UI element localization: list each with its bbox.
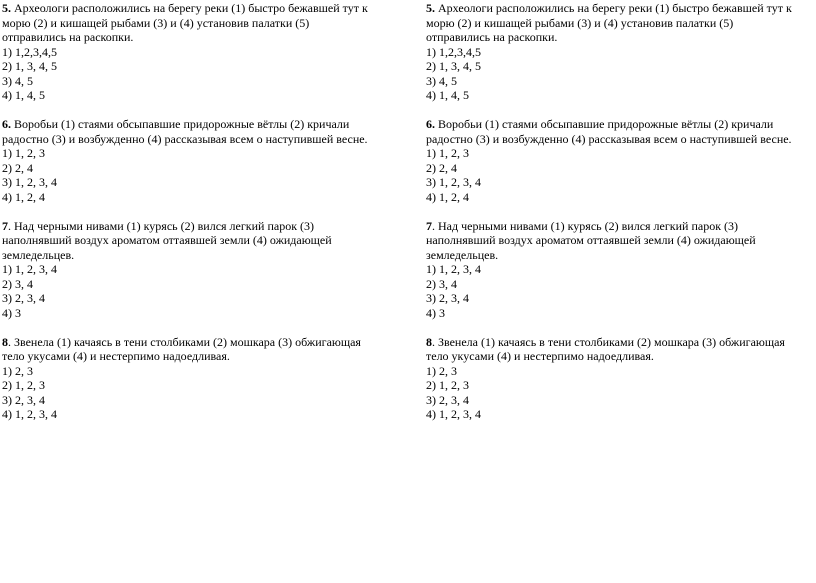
- answer-option: 2) 1, 2, 3: [2, 378, 45, 392]
- answer-option: 1) 1,2,3,4,5: [2, 44, 57, 59]
- question-text-line: 7. Над черными нивами (1) курясь (2) вился легкий парок (3): [2, 218, 315, 233]
- answer-option: 1) 1, 2, 3, 4: [2, 262, 57, 276]
- answer-option: 1) 1, 2, 3, 4: [426, 262, 481, 276]
- question-number: 7: [2, 218, 8, 233]
- question-text-line: наполнявший воздух ароматом оттаявшей земли (4) ожидающей: [426, 233, 756, 247]
- question-text-line: отправились на раскопки.: [2, 30, 134, 44]
- question-number: 8: [426, 334, 432, 349]
- answer-option: 4) 1, 2, 4: [2, 189, 45, 204]
- answer-option: 3) 2, 3, 4: [2, 392, 45, 407]
- question-5: [426, 1, 816, 117]
- spacer: [2, 320, 402, 335]
- spacer: [2, 204, 402, 219]
- answer-option: 2) 1, 3, 4, 5: [426, 59, 481, 73]
- question-text-line: 6. Воробьи (1) стаями обсыпавшие придорожные вётлы (2) кричали: [426, 117, 774, 131]
- answer-option: 2) 3, 4: [426, 276, 457, 291]
- question-8: [426, 335, 816, 422]
- question-text-line: 7. Над черными нивами (1) курясь (2) вился легкий парок (3): [426, 218, 739, 233]
- answer-option: 1) 2, 3: [426, 363, 457, 378]
- answer-option: 1) 2, 3: [2, 363, 33, 378]
- question-text-line: морю (2) и кишащей рыбами (3) и (4) установив палатки (5): [2, 15, 310, 30]
- question-number: 8: [2, 334, 8, 349]
- answer-option: 3) 4, 5: [2, 73, 33, 88]
- answer-option: 2) 1, 2, 3: [426, 378, 469, 392]
- answer-option: 4) 1, 2, 4: [426, 189, 469, 204]
- answer-option: 4) 1, 4, 5: [426, 88, 469, 102]
- answer-option: 3) 1, 2, 3, 4: [2, 175, 57, 189]
- answer-option: 3) 1, 2, 3, 4: [426, 175, 481, 189]
- answer-option: 3) 2, 3, 4: [2, 291, 45, 305]
- answer-option: 4) 1, 2, 3, 4: [426, 407, 481, 421]
- answer-option: 3) 4, 5: [426, 73, 457, 88]
- question-number: 7: [426, 218, 432, 233]
- spacer: [426, 204, 816, 219]
- question-text-line: радостно (3) и возбужденно (4) рассказывая всем о наступившей весне.: [426, 131, 792, 146]
- question-text-line: отправились на раскопки.: [426, 30, 558, 44]
- question-7: [426, 219, 816, 335]
- answer-option: 3) 2, 3, 4: [426, 392, 469, 407]
- answer-option: 4) 3: [426, 305, 445, 320]
- answer-option: 2) 1, 3, 4, 5: [2, 59, 57, 73]
- question-8: [2, 335, 402, 422]
- question-text-line: радостно (3) и возбужденно (4) рассказывая всем о наступившей весне.: [2, 131, 368, 146]
- spacer: [2, 103, 402, 118]
- question-6: [2, 117, 402, 219]
- spacer: [426, 320, 816, 335]
- answer-option: 1) 1, 2, 3: [426, 146, 469, 160]
- question-text-line: земледельцев.: [426, 247, 499, 262]
- question-text-line: 5. Археологи расположились на берегу реки (1) быстро бежавшей тут к: [2, 1, 368, 15]
- question-text-line: 8. Звенела (1) качаясь в тени столбиками (2) мошкара (3) обжигающая: [426, 334, 785, 349]
- question-text-line: морю (2) и кишащей рыбами (3) и (4) установив палатки (5): [426, 15, 734, 30]
- answer-option: 4) 1, 4, 5: [2, 88, 45, 102]
- question-6: [426, 117, 816, 219]
- question-number: 6.: [2, 117, 11, 131]
- answer-option: 2) 2, 4: [426, 160, 457, 175]
- answer-option: 3) 2, 3, 4: [426, 291, 469, 305]
- question-text-line: наполнявший воздух ароматом оттаявшей земли (4) ожидающей: [2, 233, 332, 247]
- question-7: [2, 219, 402, 335]
- question-number: 5.: [426, 1, 435, 15]
- answer-option: 4) 3: [2, 305, 21, 320]
- question-text-line: тело укусами (4) и нестерпимо надоедливая.: [426, 349, 654, 363]
- answer-option: 1) 1, 2, 3: [2, 146, 45, 160]
- answer-option: 4) 1, 2, 3, 4: [2, 407, 57, 421]
- worksheet-column-right: [426, 1, 816, 422]
- answer-option: 1) 1,2,3,4,5: [426, 44, 481, 59]
- question-text-line: 8. Звенела (1) качаясь в тени столбиками (2) мошкара (3) обжигающая: [2, 334, 361, 349]
- question-number: 6.: [426, 117, 435, 131]
- question-text-line: земледельцев.: [2, 247, 75, 262]
- question-number: 5.: [2, 1, 11, 15]
- spacer: [426, 103, 816, 118]
- question-text-line: 5. Археологи расположились на берегу реки (1) быстро бежавшей тут к: [426, 1, 792, 15]
- question-5: [2, 1, 402, 117]
- answer-option: 2) 2, 4: [2, 160, 33, 175]
- question-text-line: тело укусами (4) и нестерпимо надоедливая.: [2, 349, 230, 363]
- worksheet-column-left: [2, 1, 402, 422]
- question-text-line: 6. Воробьи (1) стаями обсыпавшие придорожные вётлы (2) кричали: [2, 117, 350, 131]
- answer-option: 2) 3, 4: [2, 276, 33, 291]
